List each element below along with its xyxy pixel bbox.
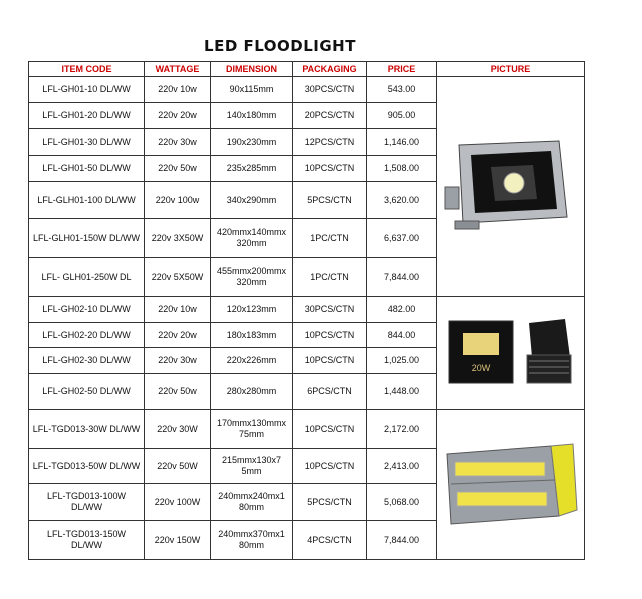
dimension-cell: 215mmx130x7 5mm [211, 449, 293, 484]
table-row [29, 77, 585, 103]
header-picture: PICTURE [437, 62, 585, 77]
wattage-cell: 220v 50w [145, 374, 211, 410]
header-price: PRICE [367, 62, 437, 77]
dimension-cell: 420mmx140mmx 320mm [211, 219, 293, 258]
price-cell: 482.00 [367, 297, 437, 323]
item-code-cell: LFL-GH01-20 DL/WW [29, 103, 145, 129]
packaging-cell: 20PCS/CTN [293, 103, 367, 129]
dimension-cell: 190x230mm [211, 129, 293, 156]
picture-floodlight-gh02 [437, 297, 585, 410]
page-title: LED FLOODLIGHT [204, 37, 356, 55]
dimension-cell: 90x115mm [211, 77, 293, 103]
floodlight-gh01-image [441, 137, 581, 237]
packaging-cell: 5PCS/CTN [293, 484, 367, 521]
item-code-cell: LFL-GH01-50 DL/WW [29, 156, 145, 182]
wattage-badge-text: 20W [471, 363, 490, 373]
picture-floodlight-gh01 [437, 77, 585, 297]
dimension-cell: 240mmx370mx1 80mm [211, 521, 293, 560]
header-wattage: WATTAGE [145, 62, 211, 77]
dimension-cell: 340x290mm [211, 182, 293, 219]
packaging-cell: 10PCS/CTN [293, 323, 367, 348]
table-row [29, 297, 585, 323]
item-code-cell: LFL-TGD013-50W DL/WW [29, 449, 145, 484]
price-cell: 1,448.00 [367, 374, 437, 410]
price-cell: 6,637.00 [367, 219, 437, 258]
wattage-cell: 220v 30w [145, 129, 211, 156]
item-code-cell: LFL- GLH01-250W DL [29, 258, 145, 297]
dimension-cell: 180x183mm [211, 323, 293, 348]
dimension-cell: 120x123mm [211, 297, 293, 323]
packaging-cell: 5PCS/CTN [293, 182, 367, 219]
dimension-cell: 140x180mm [211, 103, 293, 129]
packaging-cell: 1PC/CTN [293, 258, 367, 297]
dimension-cell: 220x226mm [211, 348, 293, 374]
packaging-cell: 30PCS/CTN [293, 77, 367, 103]
wattage-cell: 220v 30w [145, 348, 211, 374]
item-code-cell: LFL-GH02-50 DL/WW [29, 374, 145, 410]
price-cell: 7,844.00 [367, 521, 437, 560]
table-header-row [29, 62, 585, 77]
item-code-cell: LFL-GH01-10 DL/WW [29, 77, 145, 103]
packaging-cell: 10PCS/CTN [293, 156, 367, 182]
packaging-cell: 10PCS/CTN [293, 449, 367, 484]
price-cell: 1,508.00 [367, 156, 437, 182]
packaging-cell: 1PC/CTN [293, 219, 367, 258]
item-code-cell: LFL-GLH01-100 DL/WW [29, 182, 145, 219]
price-cell: 905.00 [367, 103, 437, 129]
wattage-cell: 220v 100w [145, 182, 211, 219]
header-packaging: PACKAGING [293, 62, 367, 77]
dimension-cell: 240mmx240mx1 80mm [211, 484, 293, 521]
price-table [28, 61, 585, 560]
wattage-cell: 220v 50W [145, 449, 211, 484]
price-cell: 3,620.00 [367, 182, 437, 219]
wattage-cell: 220v 50w [145, 156, 211, 182]
wattage-cell: 220v 10w [145, 77, 211, 103]
item-code-cell: LFL-TGD013-150W DL/WW [29, 521, 145, 560]
packaging-cell: 10PCS/CTN [293, 348, 367, 374]
wattage-cell: 220v 5X50W [145, 258, 211, 297]
item-code-cell: LFL-GH02-30 DL/WW [29, 348, 145, 374]
price-cell: 2,172.00 [367, 410, 437, 449]
item-code-cell: LFL-GH01-30 DL/WW [29, 129, 145, 156]
packaging-cell: 4PCS/CTN [293, 521, 367, 560]
wattage-cell: 220v 30W [145, 410, 211, 449]
item-code-cell: LFL-GLH01-150W DL/WW [29, 219, 145, 258]
floodlight-tgd013-image [441, 440, 581, 530]
price-cell: 543.00 [367, 77, 437, 103]
header-dimension: DIMENSION [211, 62, 293, 77]
wattage-cell: 220v 20w [145, 323, 211, 348]
packaging-cell: 12PCS/CTN [293, 129, 367, 156]
dimension-cell: 455mmx200mmx 320mm [211, 258, 293, 297]
item-code-cell: LFL-TGD013-100W DL/WW [29, 484, 145, 521]
header-item-code: ITEM CODE [29, 62, 145, 77]
wattage-cell: 220v 100W [145, 484, 211, 521]
price-cell: 7,844.00 [367, 258, 437, 297]
item-code-cell: LFL-GH02-20 DL/WW [29, 323, 145, 348]
wattage-cell: 220v 10w [145, 297, 211, 323]
item-code-cell: LFL-TGD013-30W DL/WW [29, 410, 145, 449]
picture-floodlight-tgd013 [437, 410, 585, 560]
wattage-cell: 220v 20w [145, 103, 211, 129]
packaging-cell: 10PCS/CTN [293, 410, 367, 449]
table-row [29, 410, 585, 449]
dimension-cell: 280x280mm [211, 374, 293, 410]
packaging-cell: 30PCS/CTN [293, 297, 367, 323]
dimension-cell: 235x285mm [211, 156, 293, 182]
wattage-cell: 220v 150W [145, 521, 211, 560]
dimension-cell: 170mmx130mmx 75mm [211, 410, 293, 449]
price-cell: 1,146.00 [367, 129, 437, 156]
price-cell: 844.00 [367, 323, 437, 348]
wattage-cell: 220v 3X50W [145, 219, 211, 258]
floodlight-gh02-image [441, 315, 581, 391]
price-cell: 1,025.00 [367, 348, 437, 374]
price-cell: 5,068.00 [367, 484, 437, 521]
price-cell: 2,413.00 [367, 449, 437, 484]
packaging-cell: 6PCS/CTN [293, 374, 367, 410]
item-code-cell: LFL-GH02-10 DL/WW [29, 297, 145, 323]
